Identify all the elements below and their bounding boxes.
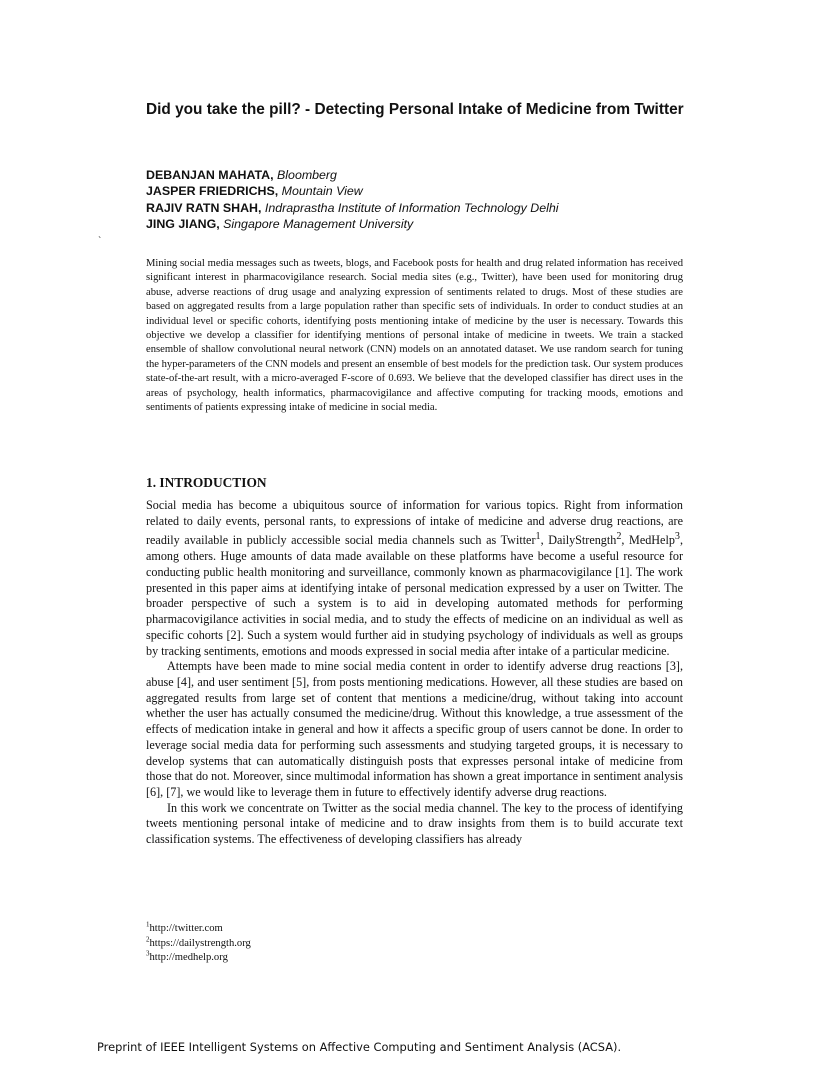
footnote-link[interactable]: http://twitter.com bbox=[149, 923, 223, 934]
author-entry bbox=[146, 216, 706, 232]
footnote-ref: 3 bbox=[674, 531, 680, 543]
paragraph-text: , DailyStrength bbox=[540, 533, 617, 548]
footnotes bbox=[146, 922, 251, 966]
footnote-mark: 2 bbox=[146, 934, 150, 943]
footnote-ref: 2 bbox=[616, 531, 622, 543]
author-affiliation: Mountain View bbox=[281, 184, 363, 199]
paragraph-1 bbox=[146, 498, 683, 659]
stray-mark: ` bbox=[98, 236, 102, 247]
author-name: RAJIV RATN SHAH, bbox=[146, 200, 262, 215]
footnote-link[interactable]: https://dailystrength.org bbox=[149, 937, 251, 949]
paragraph-text: , among others. Huge amounts of data made available on these platforms have become a useful resource for conducting public health monitoring and surveillance, commonly known as pharmacovigilance [1]. The work presented in this paper aims at identifying intake of personal medication expressed by a user on Twitter. The broader perspective of such a system is to aid in developing automated methods for performing pharmacovigilance activities in social media, and to study the effects of medicine on an individual as well as specific cohorts [2]. Such a system would further aid in studying psychology of individuals as well as groups by tracking sentiments, emotions and moods expressed in social media after intake of a particular medicine. bbox=[146, 533, 683, 658]
section-body bbox=[146, 498, 683, 848]
footnote-ref: 1 bbox=[535, 531, 541, 543]
author-entry bbox=[146, 167, 706, 183]
section-heading: 1. INTRODUCTION bbox=[146, 475, 267, 490]
paragraph-3: In this work we concentrate on Twitter as the social media channel. The key to the process of identifying tweets mentioning personal intake of medicine and to draw insights from them is to build accurate text classification systems. The effectiveness of developing classifiers has already bbox=[146, 800, 683, 847]
paragraph-text: Social media has become a ubiquitous source of information for various topics. Right from information related to daily events, personal rants, to expressions of intake of medicine and adverse drug reactions, are readily available in publicly accessible social media channels such as Twitter bbox=[146, 498, 683, 548]
author-name: JASPER FRIEDRICHS, bbox=[146, 184, 279, 199]
author-entry bbox=[146, 200, 706, 216]
author-entry bbox=[146, 183, 706, 199]
footnote-mark: 3 bbox=[146, 949, 150, 958]
footnote bbox=[146, 951, 251, 966]
author-name: JING JIANG, bbox=[146, 217, 220, 232]
paper-title: Did you take the pill? - Detecting Personal Intake of Medicine from Twitter bbox=[146, 101, 684, 118]
footnote-mark: 1 bbox=[146, 920, 150, 929]
author-affiliation: Bloomberg bbox=[277, 168, 337, 182]
footnote bbox=[146, 922, 251, 937]
author-affiliation: Singapore Management University bbox=[223, 217, 414, 232]
page-footer: Preprint of IEEE Intelligent Systems on Affective Computing and Sentiment Analysis (ACSA). bbox=[97, 1040, 622, 1054]
paragraph-2: Attempts have been made to mine social media content in order to identify adverse drug reactions [3], abuse [4], and user sentiment [5], from posts mentioning medications. However, all these studies are based on aggregated results from large set of content that mentions a medicine/drug, without taking into account whether the user has actually consumed the medicine/drug. Without this knowledge, a true assessment of the effects of medication intake in general and how it affects a specific group of users cannot be done. In order to leverage social media data for performing such assessments and studying targeted groups, it is necessary to develop systems that can automatically distinguish posts that expresses personal intake of medicine from those that do not. Moreover, since multimodal information has shown a great importance in sentiment analysis [6], [7], we would like to leverage them in future to effectively identify adverse drug reactions. bbox=[146, 659, 683, 799]
author-list bbox=[146, 167, 706, 233]
paragraph-text: , MedHelp bbox=[621, 533, 675, 548]
author-affiliation: Indraprastha Institute of Information Technology Delhi bbox=[264, 200, 559, 215]
footnote-link[interactable]: http://medhelp.org bbox=[149, 952, 228, 963]
author-name: DEBANJAN MAHATA, bbox=[146, 168, 274, 182]
abstract: Mining social media messages such as tweets, blogs, and Facebook posts for health and drug related information has received significant interest in pharmacovigilance research. Social media sites (e.g., Twitter), have been used for monitoring drug abuse, adverse reactions of drug usage and analyzing expression of sentiments related to drugs. Most of these studies are based on aggregated results from a large population rather than specific sets of individuals. In order to conduct studies at an individual level or specific cohorts, identifying posts mentioning intake of medicine by the user is necessary. Towards this objective we develop a classifier for identifying mentions of personal intake of medicine in tweets. We train a stacked ensemble of shallow convolutional neural network (CNN) models on an annotated dataset. We use random search for tuning the hyper-parameters of the CNN models and present an ensemble of best models for the prediction task. Our system produces state-of-the-art result, with a micro-averaged F-score of 0.693. We believe that the developed classifier has direct uses in the areas of psychology, health informatics, pharmacovigilance and affective computing for tracking moods, emotions and sentiments of patients expressing intake of medicine in social media. bbox=[146, 258, 683, 414]
footnote bbox=[146, 934, 251, 952]
